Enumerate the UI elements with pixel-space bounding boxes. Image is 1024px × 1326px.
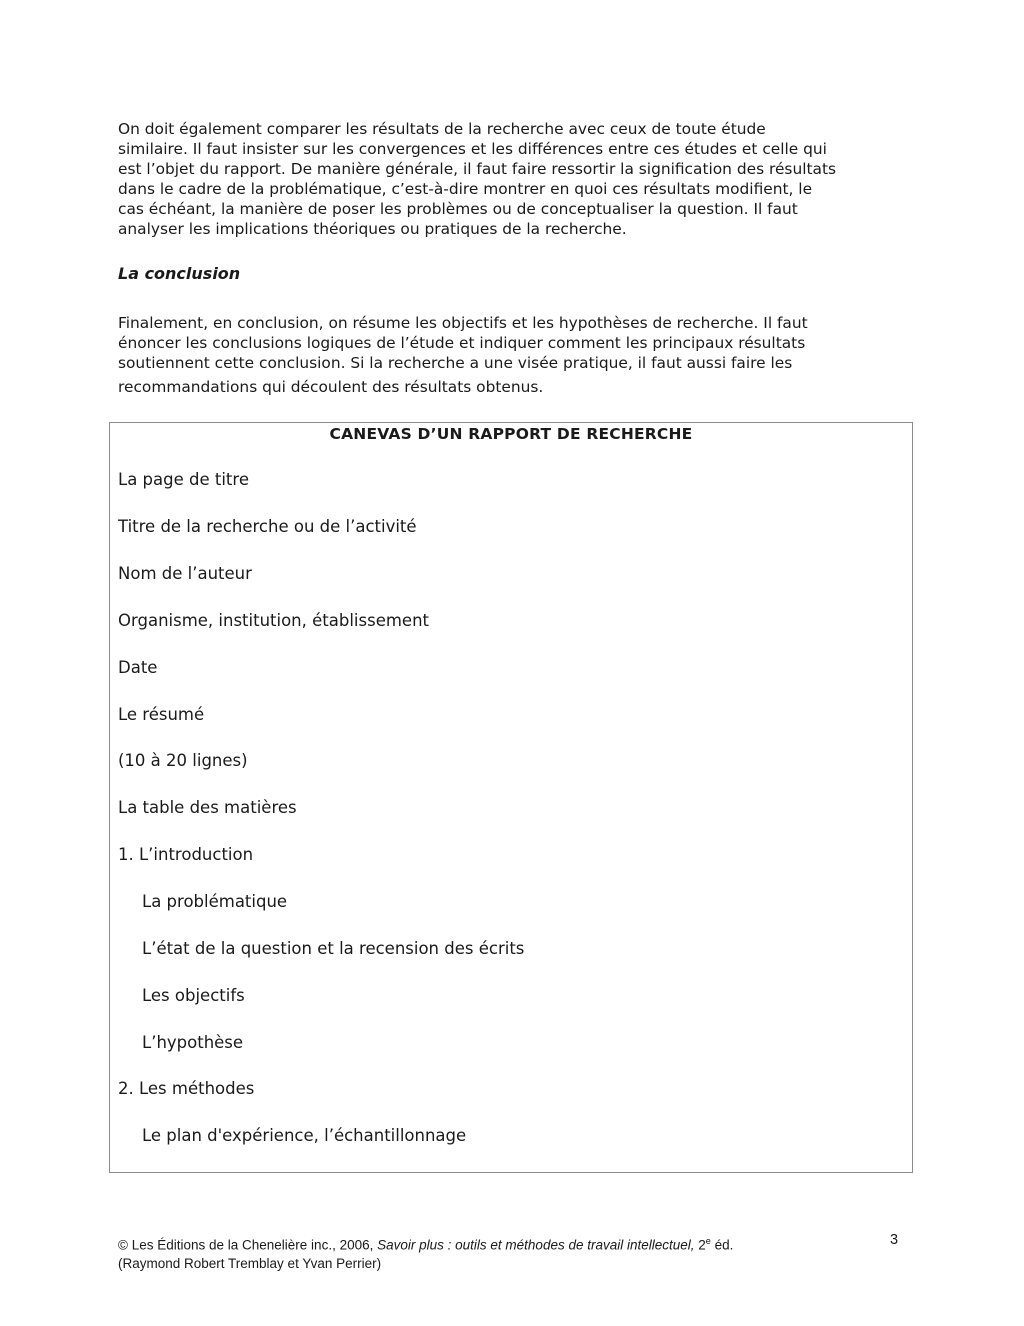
section-heading-conclusion: La conclusion bbox=[118, 264, 241, 283]
paragraph-conclusion bbox=[118, 313, 918, 397]
footer-edition: 2 bbox=[694, 1237, 706, 1253]
text-line: cas échéant, la manière de poser les problèmes ou de conceptualiser la question. Il faut bbox=[118, 200, 798, 218]
text-line: est l’objet du rapport. De manière générale, il faut faire ressortir la signification des résultats bbox=[118, 160, 837, 178]
canevas-item-problematique: La problématique bbox=[142, 892, 288, 911]
canevas-item-objectifs: Les objectifs bbox=[142, 986, 245, 1005]
paragraph-comparison bbox=[118, 119, 918, 239]
canevas-item-resume: Le résumé bbox=[118, 705, 205, 724]
footer-edition-suffix: éd. bbox=[710, 1237, 734, 1253]
text-line: énoncer les conclusions logiques de l’étude et indiquer comment les principaux résultats bbox=[118, 334, 806, 352]
canevas-item-plan-experience: Le plan d'expérience, l’échantillonnage bbox=[142, 1126, 467, 1145]
footer-copyright: © Les Éditions de la Chenelière inc., 2006, bbox=[118, 1237, 378, 1253]
footer-copyright-line bbox=[118, 1232, 733, 1255]
text-line: On doit également comparer les résultats de la recherche avec ceux de toute étude bbox=[118, 120, 766, 138]
canevas-box bbox=[109, 422, 913, 1173]
text-line: analyser les implications théoriques ou pratiques de la recherche. bbox=[118, 220, 627, 238]
canevas-item-introduction: 1. L’introduction bbox=[118, 845, 254, 864]
canevas-item-methodes: 2. Les méthodes bbox=[118, 1079, 255, 1098]
text-line: similaire. Il faut insister sur les convergences et les différences entre ces études et celle qui bbox=[118, 140, 827, 158]
text-line: soutiennent cette conclusion. Si la recherche a une visée pratique, il faut aussi faire les bbox=[118, 354, 793, 372]
canevas-item-lignes: (10 à 20 lignes) bbox=[118, 751, 248, 770]
text-line: dans le cadre de la problématique, c’est-à-dire montrer en quoi ces résultats modifient, le bbox=[118, 180, 813, 198]
canevas-item-organisme: Organisme, institution, établissement bbox=[118, 611, 430, 630]
text-line: recommandations qui découlent des résultats obtenus. bbox=[118, 378, 544, 396]
footer-authors: (Raymond Robert Tremblay et Yvan Perrier) bbox=[118, 1255, 382, 1271]
canevas-item-page-titre: La page de titre bbox=[118, 470, 249, 489]
page-number: 3 bbox=[890, 1232, 899, 1248]
footer-book-title: Savoir plus : outils et méthodes de travail intellectuel, bbox=[377, 1237, 695, 1253]
text-line: Finalement, en conclusion, on résume les objectifs et les hypothèses de recherche. Il faut bbox=[118, 314, 808, 332]
canevas-item-hypothese: L’hypothèse bbox=[142, 1033, 244, 1052]
canevas-item-date: Date bbox=[118, 658, 158, 677]
canevas-item-table-matieres: La table des matières bbox=[118, 798, 297, 817]
page-footer bbox=[118, 1232, 733, 1273]
canevas-item-nom-auteur: Nom de l’auteur bbox=[118, 564, 252, 583]
canevas-item-etat-question: L’état de la question et la recension des écrits bbox=[142, 939, 525, 958]
canevas-item-titre-recherche: Titre de la recherche ou de l’activité bbox=[118, 517, 417, 536]
footer-edition-sup: e bbox=[705, 1236, 711, 1246]
canevas-title: CANEVAS D’UN RAPPORT DE RECHERCHE bbox=[329, 425, 693, 443]
